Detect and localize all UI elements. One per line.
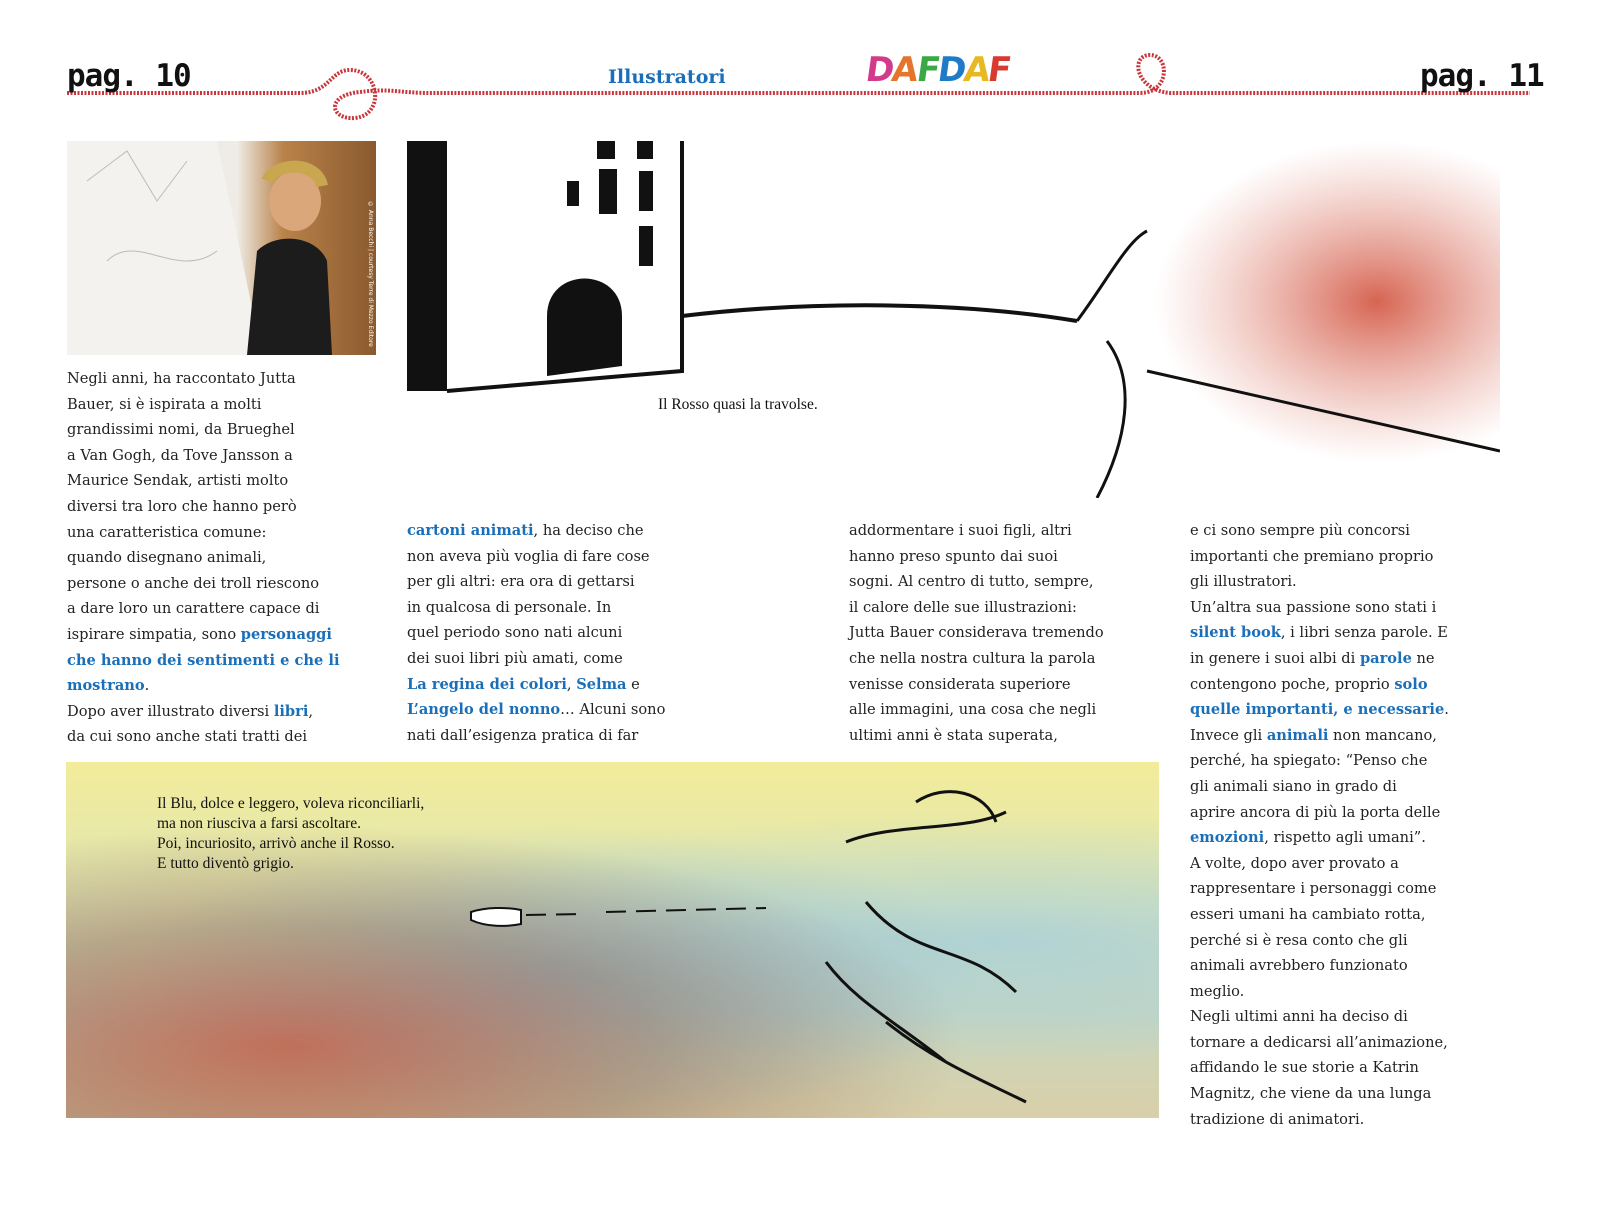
- text-line: [1190, 723, 1449, 749]
- text-line: [1190, 620, 1449, 646]
- highlighted-term: solo: [1394, 675, 1428, 693]
- text-line: [849, 723, 1104, 749]
- text-line: [407, 595, 665, 621]
- text-line: [67, 392, 340, 418]
- illustration-blu-rosso: [66, 762, 1159, 1118]
- text-segment: Maurice Sendak, artisti molto: [67, 472, 289, 490]
- highlighted-term: che hanno dei sentimenti e che li: [67, 651, 340, 669]
- text-line: [67, 699, 340, 725]
- text-line: [67, 596, 340, 622]
- highlighted-term: mostrano: [67, 677, 145, 695]
- highlighted-term: cartoni animati: [407, 522, 534, 539]
- text-segment: Jutta Bauer considerava tremendo: [849, 624, 1104, 642]
- illustration-rosso: [407, 141, 1500, 498]
- highlighted-term: personaggi: [240, 625, 332, 643]
- highlighted-term: emozioni: [1190, 829, 1265, 847]
- text-segment: ne: [1411, 649, 1435, 667]
- text-line: [1190, 518, 1449, 544]
- text-line: [407, 518, 665, 544]
- text-segment: non aveva più voglia di fare cose: [407, 547, 650, 565]
- rope-decoration: [0, 40, 1600, 130]
- text-line: [1190, 1081, 1449, 1107]
- text-column-2: [407, 518, 665, 748]
- text-segment: .: [144, 677, 150, 695]
- text-segment: alle immagini, una cosa che negli: [849, 701, 1097, 719]
- caption-line: Poi, incuriosito, arrivò anche il Rosso.: [157, 835, 395, 852]
- highlighted-term: animali: [1266, 726, 1329, 744]
- dafdaf-logo: DAFDAF: [863, 50, 1013, 90]
- text-segment: esseri umani ha cambiato rotta,: [1190, 905, 1426, 923]
- text-line: [849, 518, 1104, 544]
- text-segment: e ci sono sempre più concorsi: [1190, 522, 1410, 539]
- text-segment: diversi tra loro che hanno però: [67, 497, 297, 515]
- text-line: [1190, 800, 1449, 826]
- text-segment: , i libri senza parole. E: [1280, 624, 1448, 642]
- photo-credit: © Anna Becchi | courtesy Terre di Mezzo Editore: [367, 201, 374, 347]
- text-line: [1190, 1004, 1449, 1030]
- text-segment: addormentare i suoi figli, altri: [849, 522, 1072, 539]
- text-line: [849, 620, 1104, 646]
- text-segment: ,: [566, 675, 577, 693]
- text-segment: , ha deciso che: [533, 522, 644, 539]
- text-line: [849, 646, 1104, 672]
- text-line: [1190, 902, 1449, 928]
- text-line: [67, 468, 340, 494]
- text-segment: persone o anche dei troll riescono: [67, 574, 320, 592]
- text-segment: Negli ultimi anni ha deciso di: [1190, 1008, 1408, 1026]
- text-line: [407, 569, 665, 595]
- text-line: [407, 697, 665, 723]
- text-segment: non mancano,: [1328, 726, 1437, 744]
- text-line: [1190, 697, 1449, 723]
- highlighted-term: L’angelo del nonno: [407, 701, 561, 719]
- text-line: [1190, 876, 1449, 902]
- text-line: [1190, 569, 1449, 595]
- text-segment: contengono poche, proprio: [1190, 675, 1395, 693]
- text-line: [1190, 748, 1449, 774]
- text-segment: .: [1444, 701, 1449, 719]
- text-line: [67, 443, 340, 469]
- text-line: [1190, 953, 1449, 979]
- text-segment: Dopo aver illustrato diversi: [67, 702, 274, 720]
- text-line: [407, 723, 665, 749]
- page-number-left: pag. 10: [67, 58, 191, 94]
- text-segment: nati dall’esigenza pratica di far: [407, 726, 639, 744]
- text-line: [1190, 774, 1449, 800]
- highlighted-term: libri: [273, 702, 309, 720]
- caption-line: E tutto diventò grigio.: [157, 855, 294, 872]
- text-segment: in genere i suoi albi di: [1190, 649, 1360, 667]
- text-line: [407, 646, 665, 672]
- text-line: [407, 672, 665, 698]
- text-line: [1190, 1030, 1449, 1056]
- text-segment: una caratteristica comune:: [67, 523, 267, 541]
- text-segment: quel periodo sono nati alcuni: [407, 624, 623, 642]
- text-segment: Un’altra sua passione sono stati i: [1190, 598, 1437, 616]
- text-line: [849, 697, 1104, 723]
- text-line: [67, 417, 340, 443]
- caption-line: ma non riusciva a farsi ascoltare.: [157, 815, 361, 832]
- text-segment: a Van Gogh, da Tove Jansson a: [67, 446, 293, 464]
- text-segment: Magnitz, che viene da una lunga: [1190, 1085, 1432, 1103]
- text-segment: … Alcuni sono: [560, 701, 666, 719]
- text-line: [67, 366, 340, 392]
- text-segment: dei suoi libri più amati, come: [407, 649, 623, 667]
- text-segment: , rispetto agli umani”.: [1264, 829, 1426, 847]
- text-segment: animali avrebbero funzionato: [1190, 957, 1408, 975]
- text-segment: da cui sono anche stati tratti dei: [67, 728, 308, 746]
- text-segment: in qualcosa di personale. In: [407, 598, 612, 616]
- text-line: [1190, 851, 1449, 877]
- text-segment: Bauer, si è ispirata a molti: [67, 395, 262, 413]
- text-segment: A volte, dopo aver provato a: [1190, 854, 1399, 872]
- text-line: [1190, 544, 1449, 570]
- highlighted-term: Selma: [576, 675, 627, 693]
- text-segment: ispirare simpatia, sono: [67, 625, 241, 643]
- text-segment: Negli anni, ha raccontato Jutta: [67, 370, 296, 387]
- text-segment: ,: [308, 702, 314, 720]
- text-line: [407, 620, 665, 646]
- highlighted-term: parole: [1359, 649, 1412, 667]
- highlighted-term: silent book: [1190, 624, 1281, 642]
- text-segment: perché si è resa conto che gli: [1190, 931, 1408, 949]
- caption-top: Il Rosso quasi la travolse.: [658, 396, 818, 413]
- text-segment: per gli altri: era ora di gettarsi: [407, 573, 635, 591]
- text-line: [849, 672, 1104, 698]
- text-segment: gli animali siano in grado di: [1190, 777, 1397, 795]
- text-column-3: [849, 518, 1104, 748]
- text-line: [849, 544, 1104, 570]
- caption-line: Il Blu, dolce e leggero, voleva riconciliarli,: [157, 795, 425, 812]
- text-segment: a dare loro un carattere capace di: [67, 600, 320, 618]
- text-segment: ultimi anni è stata superata,: [849, 726, 1058, 744]
- photo-jutta-bauer-drawing: [67, 141, 376, 355]
- section-title: Illustratori: [608, 66, 726, 88]
- text-segment: affidando le sue storie a Katrin: [1190, 1059, 1419, 1077]
- text-segment: perché, ha spiegato: “Penso che: [1190, 752, 1428, 770]
- text-segment: tornare a dedicarsi all’animazione,: [1190, 1033, 1448, 1051]
- highlighted-term: quelle importanti, e necessarie: [1190, 701, 1445, 719]
- text-segment: Invece gli: [1190, 726, 1267, 744]
- highlighted-term: La regina dei colori: [407, 675, 567, 693]
- text-segment: quando disegnano animali,: [67, 549, 267, 567]
- text-line: [1190, 979, 1449, 1005]
- text-line: [67, 520, 340, 546]
- text-segment: aprire ancora di più la porta delle: [1190, 803, 1441, 821]
- text-line: [1190, 1107, 1449, 1133]
- text-segment: importanti che premiano proprio: [1190, 547, 1434, 565]
- text-segment: e: [626, 675, 640, 693]
- text-line: [1190, 825, 1449, 851]
- text-column-1: [67, 366, 340, 750]
- text-line: [67, 545, 340, 571]
- text-line: [67, 724, 340, 750]
- text-segment: che nella nostra cultura la parola: [849, 649, 1096, 667]
- text-line: [849, 595, 1104, 621]
- text-line: [407, 544, 665, 570]
- text-line: [67, 571, 340, 597]
- page-number-right: pag. 11: [1420, 58, 1544, 94]
- text-line: [1190, 1055, 1449, 1081]
- text-line: [1190, 672, 1449, 698]
- text-segment: gli illustratori.: [1190, 573, 1297, 591]
- text-line: [849, 569, 1104, 595]
- text-column-4: [1190, 518, 1449, 1132]
- caption-bottom: [157, 794, 424, 874]
- text-line: [67, 622, 340, 648]
- text-segment: meglio.: [1190, 982, 1245, 1000]
- text-segment: rappresentare i personaggi come: [1190, 880, 1437, 898]
- text-segment: tradizione di animatori.: [1190, 1110, 1365, 1128]
- text-segment: hanno preso spunto dai suoi: [849, 547, 1058, 565]
- text-line: [1190, 646, 1449, 672]
- text-line: [67, 494, 340, 520]
- text-line: [67, 648, 340, 674]
- text-line: [67, 673, 340, 699]
- text-segment: il calore delle sue illustrazioni:: [849, 598, 1077, 616]
- text-line: [1190, 595, 1449, 621]
- text-line: [1190, 928, 1449, 954]
- text-segment: sogni. Al centro di tutto, sempre,: [849, 573, 1094, 591]
- text-segment: venisse considerata superiore: [849, 675, 1071, 693]
- text-segment: grandissimi nomi, da Brueghel: [67, 421, 295, 439]
